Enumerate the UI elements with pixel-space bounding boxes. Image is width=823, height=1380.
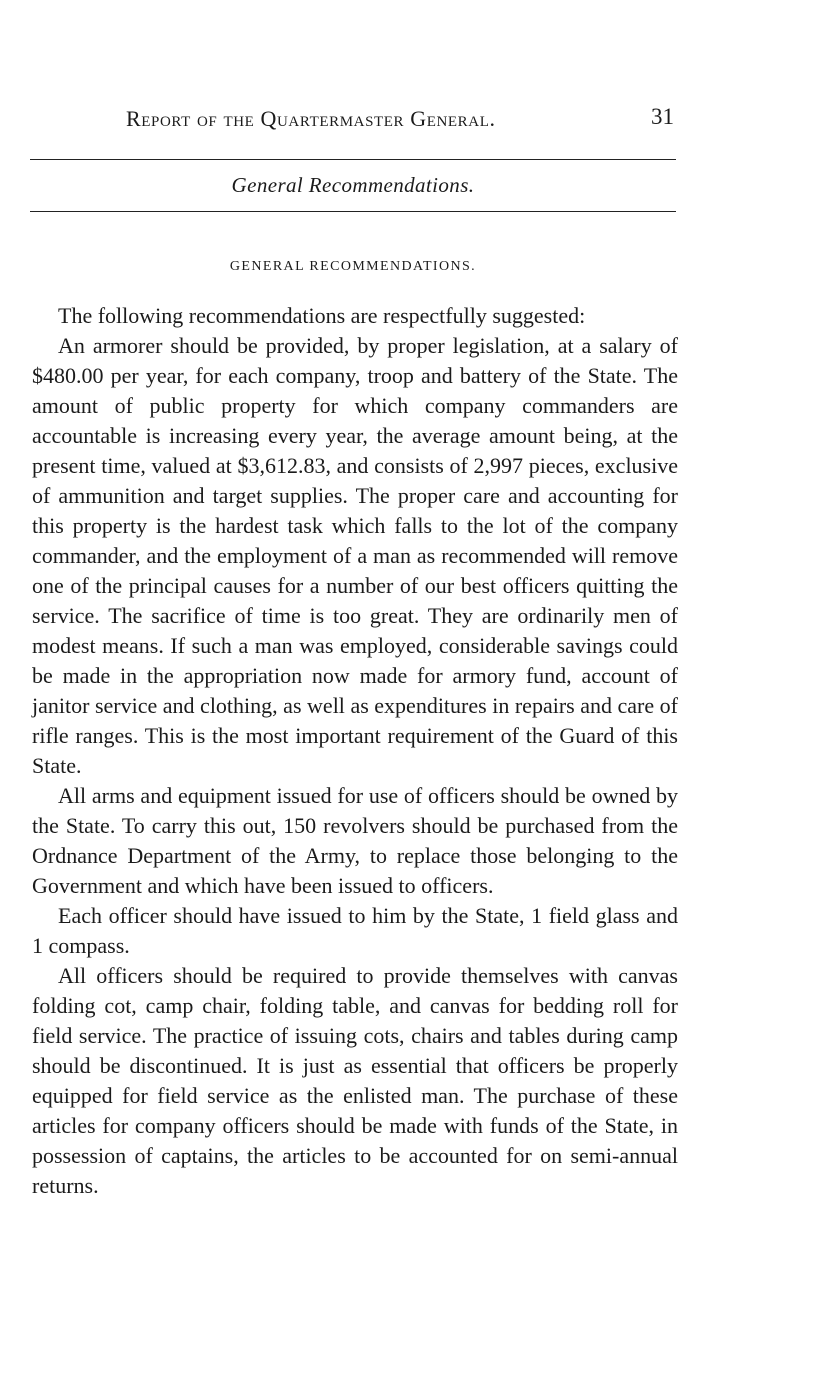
top-rule: [30, 159, 676, 160]
section-subhead: General Recommendations.: [231, 173, 475, 197]
section-heading: GENERAL RECOMMENDATIONS.: [229, 259, 477, 274]
paragraph-armorer: An armorer should be provided, by proper legislation, at a salary of $480.00 per year, for each company, troop and battery of the State. The amount of public property for which company commanders are accountable is increasing every year, the average amount being, at the present time, valued at $3,612.83, and consists of 2,997 pieces, exclusive of ammunition and target supplies. The proper care and accounting for this property is the hardest task which falls to the lot of the company commander, and the employment of a man as recommended will remove one of the principal causes for a number of our best officers quitting the service. The sacrifice of time is too great. They are ordinarily men of modest means. If such a man was employed, considerable savings could be made in the appropriation now made for armory fund, account of janitor service and clothing, as well as expenditures in repairs and care of rifle ranges. This is the most important requirement of the Guard of this State.: [32, 333, 678, 778]
running-head-title: Report of the Quartermaster General.: [126, 106, 496, 131]
paragraph-officer-equipment: All officers should be required to provide themselves with canvas folding cot, camp chair, folding table, and canvas for bedding roll for field service. The practice of issuing cots, chairs and tables during camp should be discontinued. It is just as essential that officers be properly equipped for field service as the enlisted man. The purchase of these articles for company officers should be made with funds of the State, in possession of captains, the articles to be accounted for on semi-annual returns.: [32, 963, 678, 1198]
body-text: [32, 301, 678, 1201]
paragraph-arms-equipment: All arms and equipment issued for use of officers should be owned by the State. To carry this out, 150 revolvers should be purchased from the Ordnance Department of the Army, to replace those belonging to the Government and which have been issued to officers.: [32, 783, 678, 898]
paragraph-intro: The following recommendations are respectfully suggested:: [58, 303, 586, 328]
paragraph-field-glass: Each officer should have issued to him by the State, 1 field glass and 1 compass.: [32, 903, 678, 958]
bottom-rule: [30, 211, 676, 212]
page-number: 31: [651, 104, 674, 129]
